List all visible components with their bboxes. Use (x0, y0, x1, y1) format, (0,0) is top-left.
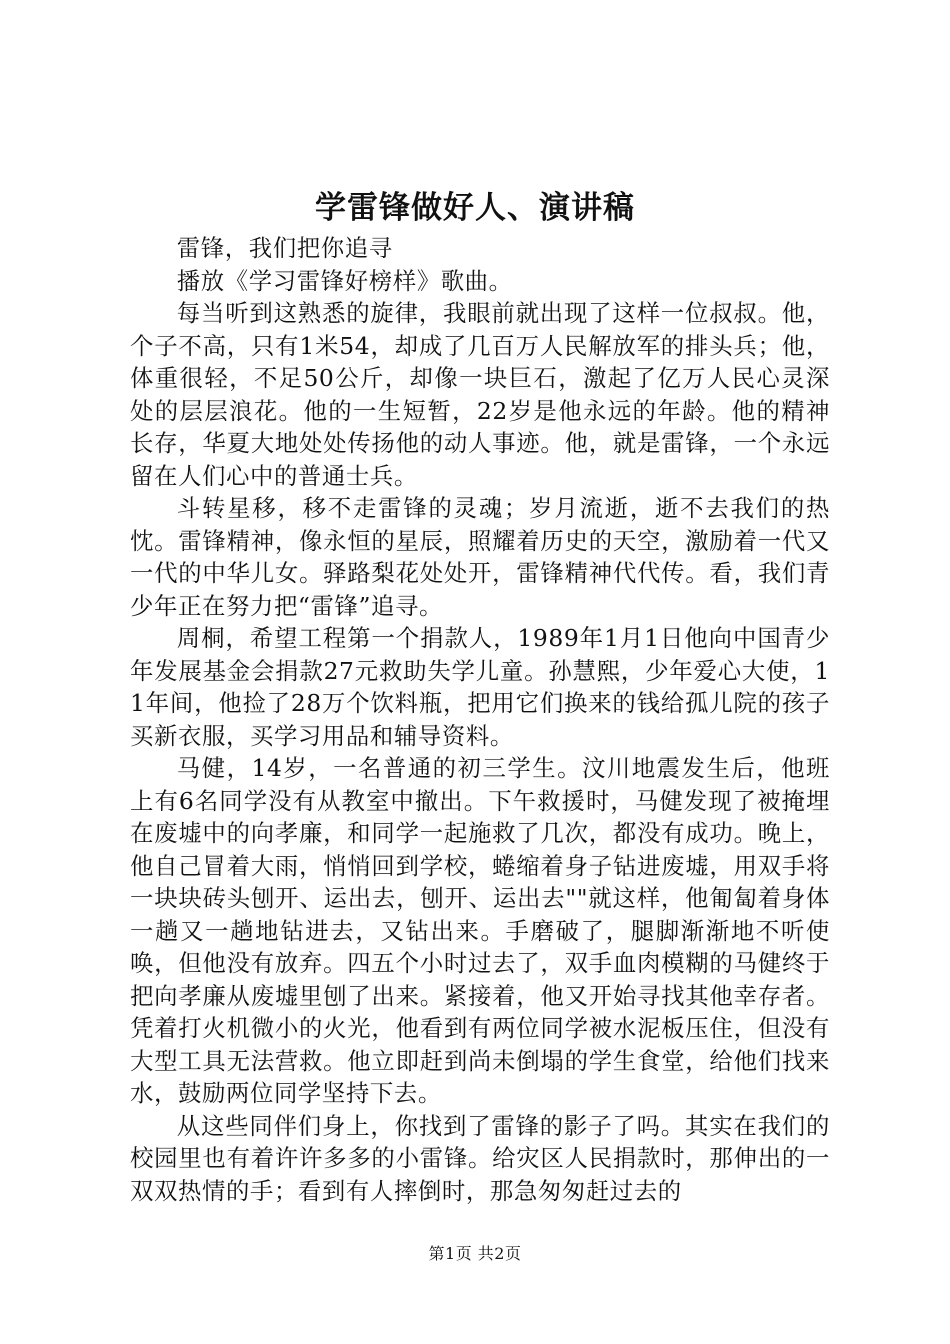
paragraph: 每当听到这熟悉的旋律，我眼前就出现了这样一位叔叔。他，个子不高，只有1米54，却成了几百万人民解放军的排头兵；他，体重很轻，不足50公斤，却像一块巨石，激起了亿万人民心灵深处的层层浪花。他的一生短暂，22岁是他永远的年龄。他的精神长存，华夏大地处处传扬他的动人事迹。他，就是雷锋，一个永远留在人们心中的普通士兵。 (130, 299, 830, 490)
page-number-footer: 第1页 共2页 (428, 1244, 522, 1263)
paragraph: 周桐，希望工程第一个捐款人，1989年1月1日他向中国青少年发展基金会捐款27元救助失学儿童。孙慧熙，少年爱心大使，11年间，他捡了28万个饮料瓶，把用它们换来的钱给孤儿院的孩子买新衣服，买学习用品和辅导资料。 (130, 624, 830, 750)
paragraph: 从这些同伴们身上，你找到了雷锋的影子了吗。其实在我们的校园里也有着许许多多的小雷锋。给灾区人民捐款时，那伸出的一双双热情的手；看到有人摔倒时，那急匆匆赶过去的 (130, 1111, 830, 1205)
document-body (130, 232, 830, 1207)
paragraph: 雷锋，我们把你追寻 (176, 234, 393, 262)
paragraph: 播放《学习雷锋好榜样》歌曲。 (176, 266, 513, 295)
document-title: 学雷锋做好人、演讲稿 (315, 190, 635, 226)
paragraph: 马健，14岁，一名普通的初三学生。汶川地震发生后，他班上有6名同学没有从教室中撤出。下午救援时，马健发现了被掩埋在废墟中的向孝廉，和同学一起施救了几次，都没有成功。晚上，他自己冒着大雨，悄悄回到学校，蜷缩着身子钻进废墟，用双手将一块块砖头刨开、运出去，刨开、运出去""就这样，他匍匐着身体一趟又一趟地钻进去，又钻出来。手磨破了，腿脚渐渐地不听使唤，但他没有放弃。四五个小时过去了，双手血肉模糊的马健终于把向孝廉从废墟里刨了出来。紧接着，他又开始寻找其他幸存者。凭着打火机微小的火光，他看到有两位同学被水泥板压住，但没有大型工具无法营救。他立即赶到尚未倒塌的学生食堂，给他们找来水，鼓励两位同学坚持下去。 (130, 754, 830, 1107)
paragraph: 斗转星移，移不走雷锋的灵魂；岁月流逝，逝不去我们的热忱。雷锋精神，像永恒的星辰，照耀着历史的天空，激励着一代又一代的中华儿女。驿路梨花处处开，雷锋精神代代传。看，我们青少年正在努力把“雷锋”追寻。 (130, 494, 830, 620)
